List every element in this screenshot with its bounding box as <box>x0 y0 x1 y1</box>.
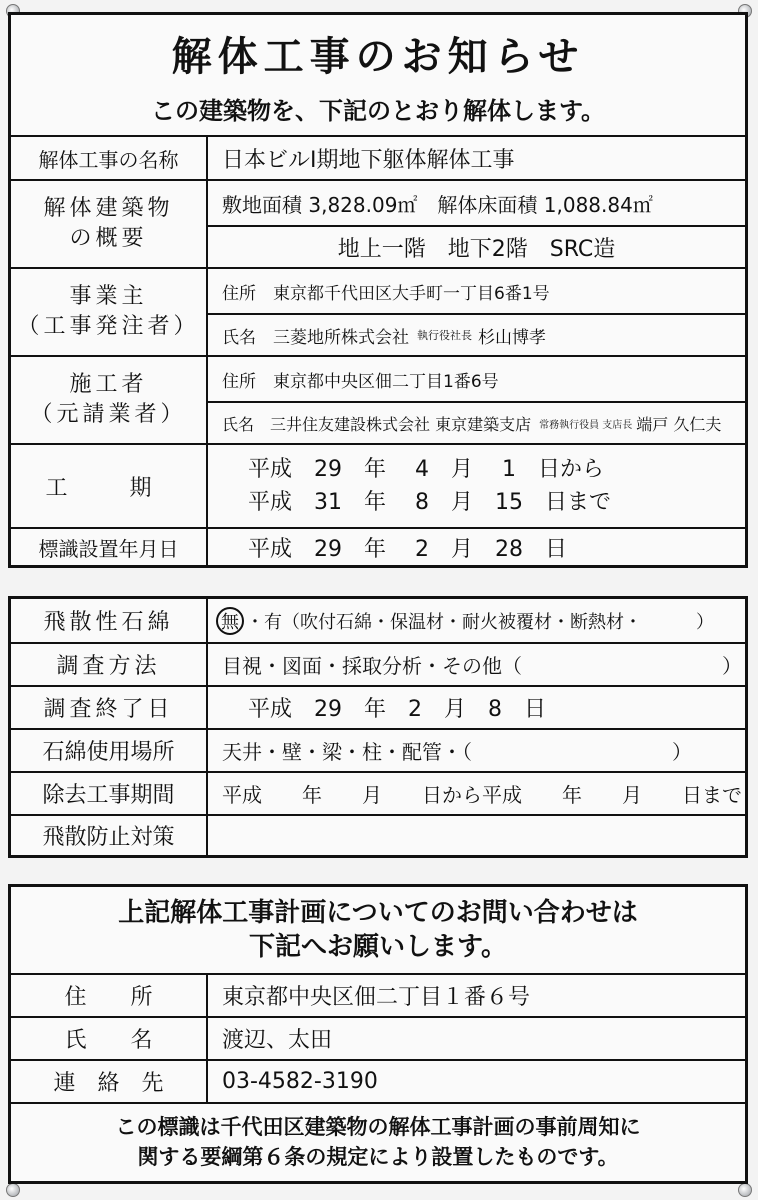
prevention-value <box>208 816 745 855</box>
owner-company: 氏名 三菱地所株式会社 <box>222 327 409 348</box>
footer-note-line1: この標識は千代田区建築物の解体工事計画の事前周知に <box>115 1115 641 1139</box>
contractor-title: 常務執行役員 支店長 <box>539 419 633 431</box>
contact-heading <box>11 897 745 965</box>
overview-row <box>11 179 745 267</box>
posted-date-label: 標識設置年月日 <box>11 529 208 565</box>
removal-period-row <box>11 771 745 814</box>
contact-name-value: 渡辺、太田 <box>222 1028 333 1053</box>
owner-person: 杉山博孝 <box>478 327 546 348</box>
survey-method-label: 調査方法 <box>11 644 208 685</box>
asbestos-location-label: 石綿使用場所 <box>11 730 208 771</box>
contractor-company: 氏名 三井住友建設株式会社 東京建築支店 <box>222 414 532 434</box>
posted-date-value: 平成 29 年 2 月 28 日 <box>248 536 567 562</box>
contractor-label-line1: 施工者 <box>69 372 148 398</box>
owner-label <box>11 269 208 355</box>
notice-subtitle: この建築物を、下記のとおり解体します。 <box>150 97 606 125</box>
screw-icon <box>6 1183 20 1197</box>
period-row <box>11 443 745 527</box>
project-name-value: 日本ビルⅠ期地下躯体解体工事 <box>222 147 515 173</box>
demolition-notice-panel <box>8 12 748 568</box>
posted-date-row <box>11 527 745 565</box>
contact-address-label: 住 所 <box>11 975 208 1016</box>
overview-label <box>11 181 208 267</box>
contact-heading-line1: 上記解体工事計画についてのお問い合わせは <box>118 898 638 928</box>
none-circled-mark: 無 <box>216 607 244 635</box>
prevention-label: 飛散防止対策 <box>11 816 208 855</box>
notice-title: 解体工事のお知らせ <box>171 34 585 80</box>
contractor-address: 住所 東京都中央区佃二丁目1番6号 <box>222 371 499 392</box>
contact-name-row <box>11 1016 745 1059</box>
contact-heading-line2: 下記へお願いします。 <box>249 931 507 962</box>
floor-area: 解体床面積 1,088.84㎡ <box>437 192 653 217</box>
asbestos-panel <box>8 596 748 858</box>
removal-period-label: 除去工事期間 <box>11 773 208 814</box>
survey-end-value: 平成 29 年 2 月 8 日 <box>248 697 546 722</box>
owner-label-line2: （工事発注者） <box>17 314 200 339</box>
period-start: 平成 29 年 4 月 1 日から <box>248 457 604 482</box>
scatter-label: 飛散性石綿 <box>11 599 208 642</box>
period-end: 平成 31 年 8 月 15 日まで <box>248 490 611 515</box>
survey-end-label: 調査終了日 <box>11 687 208 728</box>
footer-note-line2: 関する要綱第６条の規定により設置したものです。 <box>137 1145 619 1170</box>
scatter-row <box>11 599 745 642</box>
scatter-value <box>208 599 745 642</box>
overview-label-line1: 解体建築物 <box>43 196 174 222</box>
footer-note <box>11 1102 745 1181</box>
site-area: 敷地面積 3,828.09㎡ <box>222 192 418 217</box>
contact-panel <box>8 884 748 1184</box>
screw-icon <box>738 1183 752 1197</box>
contact-address-value: 東京都中央区佃二丁目１番６号 <box>222 985 531 1010</box>
overview-label-line2: の概要 <box>69 226 148 251</box>
contact-address-row <box>11 973 745 1016</box>
contractor-label <box>11 357 208 443</box>
owner-name <box>208 313 745 355</box>
survey-method-row <box>11 642 745 685</box>
project-name-label: 解体工事の名称 <box>11 137 208 179</box>
period-label: 工 期 <box>11 445 208 527</box>
project-name-row <box>11 135 745 179</box>
owner-label-line1: 事業主 <box>69 284 148 310</box>
survey-method-value: 目視・図面・採取分析・その他（ ） <box>222 654 742 678</box>
contractor-label-line2: （元請業者） <box>30 402 187 427</box>
removal-period-value: 平成 年 月 日から平成 年 月 日まで <box>222 783 742 807</box>
owner-address: 住所 東京都千代田区大手町一丁目6番1号 <box>222 283 550 304</box>
contractor-person: 端戸 久仁夫 <box>636 414 722 434</box>
contact-name-label: 氏 名 <box>11 1018 208 1059</box>
contact-phone-value: 03-4582-3190 <box>222 1069 378 1094</box>
contractor-name <box>208 401 745 443</box>
owner-title: 執行役社長 <box>417 329 472 342</box>
owner-row <box>11 267 745 355</box>
contact-phone-label: 連 絡 先 <box>11 1061 208 1102</box>
scatter-options: ・有（吹付石綿・保温材・耐火被覆材・断熱材・ ） <box>246 611 714 633</box>
asbestos-location-row <box>11 728 745 771</box>
contact-phone-row <box>11 1059 745 1102</box>
asbestos-location-value: 天井・壁・梁・柱・配管・（ ） <box>222 740 692 764</box>
survey-end-row <box>11 685 745 728</box>
contractor-row <box>11 355 745 443</box>
prevention-row <box>11 814 745 855</box>
structure-value: 地上一階 地下2階 SRC造 <box>208 225 745 267</box>
